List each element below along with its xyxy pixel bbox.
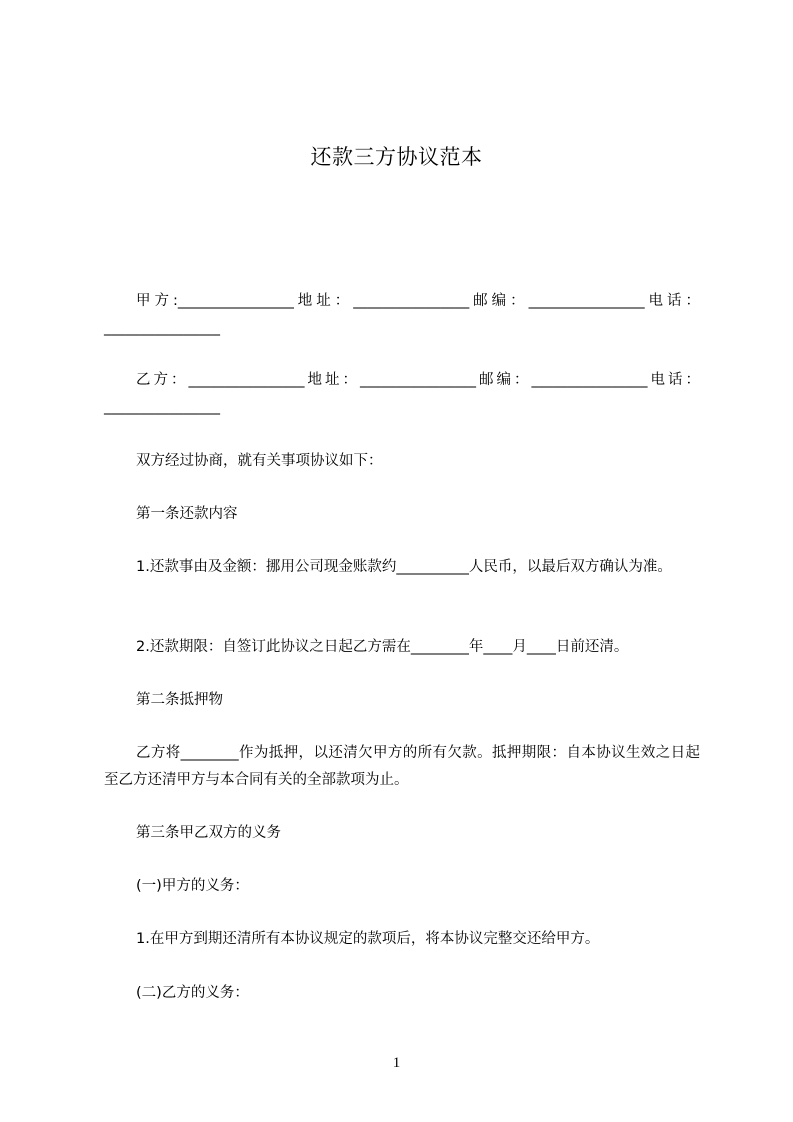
article-3-heading: 第三条甲乙双方的义务 xyxy=(136,825,281,841)
party-a-duty-1: 1.在甲方到期还清所有本协议规定的款项后，将本协议完整交还给甲方。 xyxy=(136,931,600,947)
article-1-item-2: 2.还款期限：自签订此协议之日起乙方需在________年____月____日前还清。 xyxy=(136,639,629,655)
party-b-info: 乙方：________________地址：________________邮编：________________电话：________________ xyxy=(104,372,700,415)
page-number: 1 xyxy=(392,1055,401,1071)
article-2-body: 乙方将________作为抵押，以还清欠甲方的所有欠款。抵押期限：自本协议生效之日起至乙方还清甲方与本合同有关的全部款项为止。 xyxy=(104,745,700,788)
party-a-info: 甲方:________________地址：________________邮编：________________电话：________________ xyxy=(104,293,700,336)
article-1-item-1: 1.还款事由及金额：挪用公司现金账款约__________人民币，以最后双方确认为准。 xyxy=(136,559,672,575)
document-title: 还款三方协议范本 xyxy=(310,145,483,169)
intro-paragraph: 双方经过协商，就有关事项协议如下： xyxy=(136,453,383,469)
article-2-heading: 第二条抵押物 xyxy=(136,692,223,708)
party-b-duties-heading: (二)乙方的义务： xyxy=(136,985,249,1001)
party-a-duties-heading: (一)甲方的义务： xyxy=(136,878,249,894)
article-1-heading: 第一条还款内容 xyxy=(136,506,238,522)
